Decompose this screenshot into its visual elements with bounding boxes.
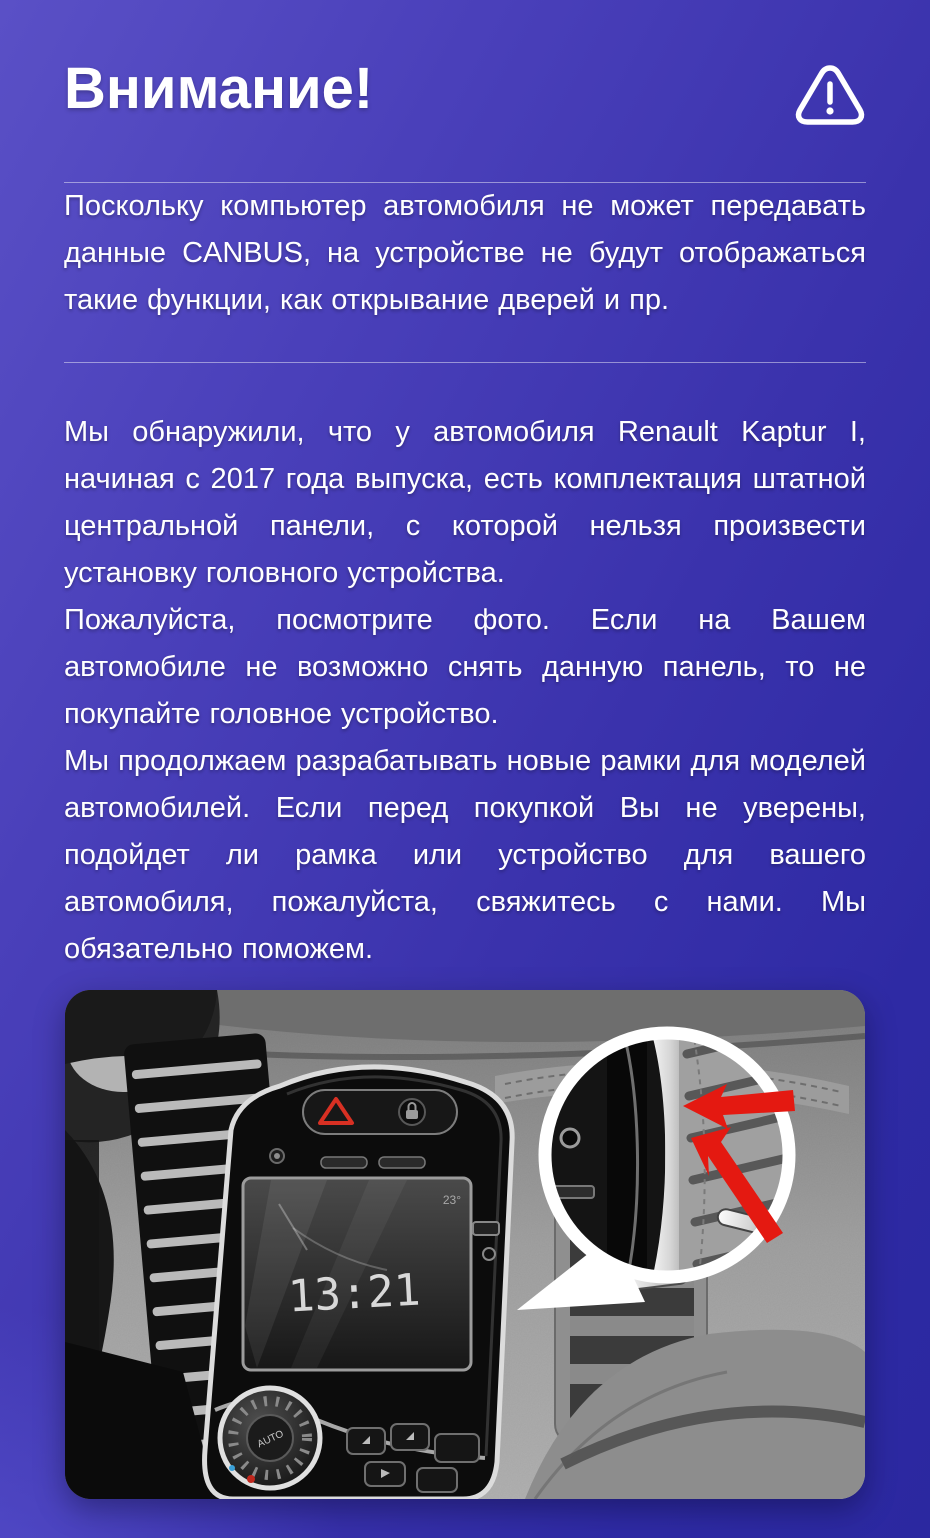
screen-temp: 23° [442, 1193, 461, 1207]
knob-label: AUTO [255, 1428, 286, 1451]
climate-knob [220, 1388, 320, 1488]
paragraph-photo-note: Пожалуйста, посмотрите фото. Если на Вашем автомобиле не возможно снять данную панель, то не покупайте головное устройство. [64, 604, 866, 730]
paragraph-kaptur: Мы обнаружили, что у автомобиля Renault Kaptur I, начиная с 2017 года выпуска, есть комплектация штатной центральной панели, с которой нельзя произвести установку головного устройства. [64, 416, 866, 589]
page-title: Внимание! [64, 56, 374, 121]
title-row [64, 58, 866, 126]
head-unit-screen [243, 1178, 471, 1370]
dashboard-illustration [65, 990, 865, 1499]
paragraph-canbus: Поскольку компьютер автомобиля не может передавать данные CANBUS, на устройстве не будут отображаться такие функции, как открывание дверей и пр. [64, 190, 866, 316]
paragraph-contact: Мы продолжаем разрабатывать новые рамки для моделей автомобилей. Если перед покупкой Вы не уверены, подойдет ли рамка или устройство для вашего автомобиля, пожалуйста, свяжитесь с нами. Мы обязательно поможем. [64, 745, 866, 965]
warning-triangle-icon [794, 62, 866, 126]
dashboard-photo [65, 990, 865, 1499]
paragraph-block [64, 409, 866, 973]
usb-port [473, 1222, 499, 1235]
screen-clock: 13:21 [286, 1264, 422, 1323]
divider-middle [64, 362, 866, 363]
aux-jack [483, 1248, 495, 1260]
center-console [205, 1067, 513, 1499]
